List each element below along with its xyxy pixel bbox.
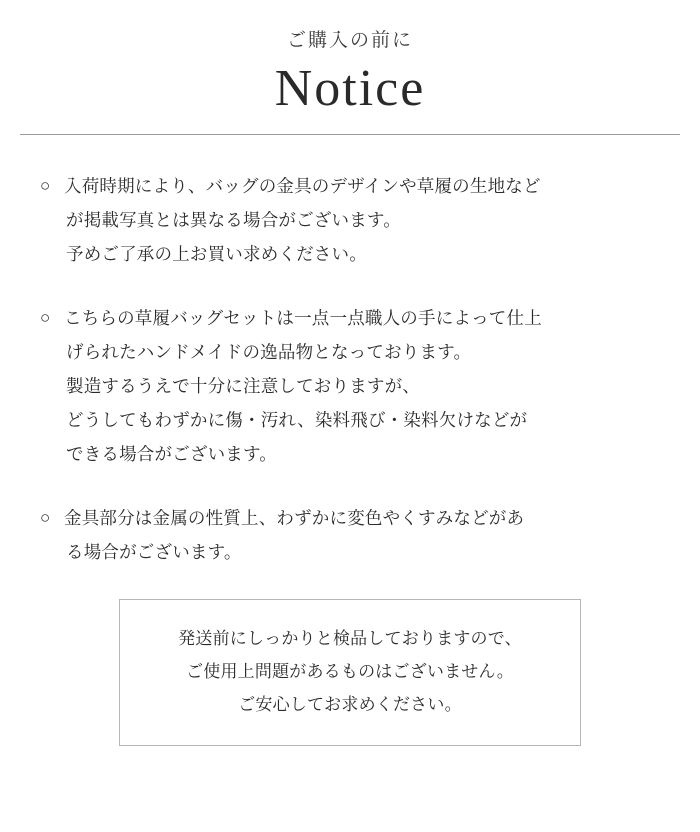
bullet-marker: ○ (40, 176, 51, 196)
page-title: Notice (274, 59, 426, 117)
page-header (0, 0, 700, 118)
callout-line: 発送前にしっかりと検品しておりますので、 (178, 629, 522, 649)
note-line: 製造するうえで十分に注意しておりますが、 (66, 376, 420, 397)
bullet-marker: ○ (40, 508, 51, 528)
list-item (40, 501, 660, 569)
list-item (40, 169, 660, 271)
note-text (64, 301, 660, 471)
note-text (64, 501, 660, 569)
callout-box (119, 599, 581, 746)
note-line: 金具部分は金属の性質上、わずかに変色やくすみなどがあ (64, 508, 525, 529)
header-kicker: ご購入の前に (286, 30, 413, 51)
note-text (64, 169, 660, 271)
list-item (40, 301, 660, 471)
callout-line: ご安心してお求めください。 (238, 695, 462, 715)
callout-line: ご使用上問題があるものはございません。 (186, 662, 514, 682)
callout-wrapper (0, 599, 700, 746)
note-line: こちらの草履バッグセットは一点一点職人の手によって仕上 (64, 308, 542, 329)
note-line: が掲載写真とは異なる場合がございます。 (66, 210, 401, 231)
note-line: げられたハンドメイドの逸品物となっております。 (66, 342, 472, 363)
note-line: 予めご了承の上お買い求めください。 (66, 244, 367, 265)
bullet-marker: ○ (40, 308, 51, 328)
note-line: どうしてもわずかに傷・汚れ、染料飛び・染料欠けなどが (66, 410, 528, 431)
note-line: 入荷時期により、バッグの金具のデザインや草履の生地など (64, 176, 541, 197)
notice-list (0, 135, 700, 569)
note-line: できる場合がございます。 (66, 444, 277, 465)
note-line: る場合がございます。 (66, 542, 242, 563)
